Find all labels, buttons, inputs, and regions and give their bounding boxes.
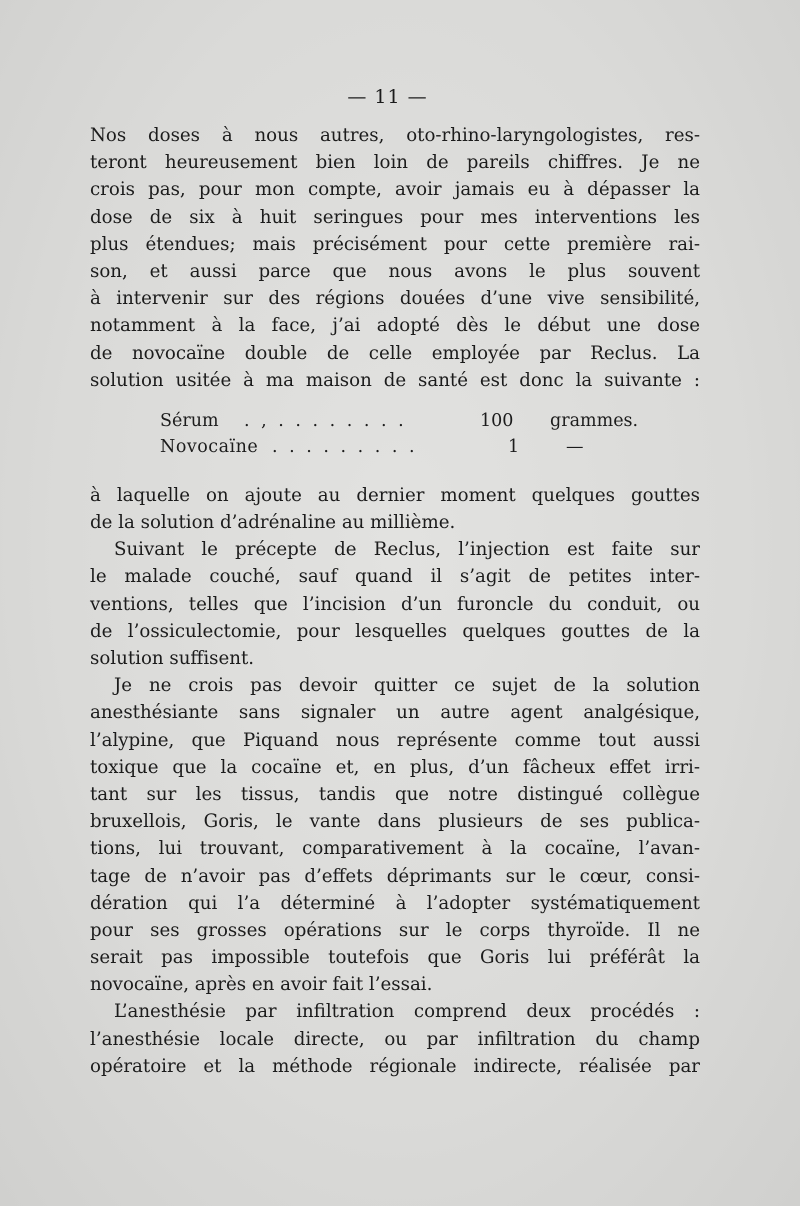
text-line: tage de n’avoir pas d’effets déprimants sur le cœur, consi- — [90, 865, 700, 887]
page-number: — 11 — — [347, 86, 428, 108]
ingredient-name: Sérum — [160, 410, 219, 431]
text-line: bruxellois, Goris, le vante dans plusieurs de ses publica- — [90, 811, 700, 833]
text-line: L’anesthésie par infiltration comprend deux procédés : — [114, 1001, 700, 1023]
text-line: à laquelle on ajoute au dernier moment quelques gouttes — [90, 484, 700, 506]
text-line: solution suffisent. — [90, 648, 255, 669]
paragraph-2 — [90, 482, 700, 536]
text-line: de l’ossiculectomie, pour lesquelles quelques gouttes de la — [90, 620, 700, 642]
text-line: Nos doses à nous autres, oto-rhino-laryngologistes, res- — [90, 125, 700, 146]
text-line: de novocaïne double de celle employée par Reclus. La — [90, 342, 700, 364]
body-text — [90, 122, 700, 1080]
text-line: le malade couché, sauf quand il s’agit de petites inter- — [90, 566, 700, 588]
text-line: Je ne crois pas devoir quitter ce sujet de la solution — [114, 675, 700, 697]
text-line: notamment à la face, j’ai adopté dès le début une dose — [90, 315, 700, 337]
text-line: dération qui l’a déterminé à l’adopter systématiquement — [90, 892, 700, 914]
ingredient-quantity: 1 — [508, 436, 520, 457]
text-line: serait pas impossible toutefois que Goris lui préférât la — [90, 947, 700, 969]
text-line: Suivant le précepte de Reclus, l’injection est faite sur — [114, 539, 700, 561]
text-line: l’alypine, que Piquand nous représente comme tout aussi — [90, 729, 700, 751]
text-line: anesthésiante sans signaler un autre agent analgésique, — [90, 702, 700, 724]
ingredient-name: Novocaïne — [160, 436, 259, 457]
leader-dots: . , . . . . . . . . — [244, 410, 407, 431]
text-line: toxique que la cocaïne et, en plus, d’un fâcheux effet irri- — [90, 756, 700, 778]
text-line: novocaïne, après en avoir fait l’essai. — [90, 974, 433, 996]
paragraph-4 — [90, 672, 700, 998]
text-line: tant sur les tissus, tandis que notre distingué collègue — [90, 783, 700, 805]
text-line: à intervenir sur des régions douées d’une vive sensibilité, — [90, 288, 700, 310]
paragraph-5 — [90, 998, 700, 1080]
text-line: son, et aussi parce que nous avons le plus souvent — [90, 260, 700, 282]
text-line: pour ses grosses opérations sur le corps thyroïde. Il ne — [90, 919, 700, 941]
ingredient-unit: — — [566, 436, 584, 457]
text-line: plus étendues; mais précisément pour cette première rai- — [90, 233, 700, 255]
text-line: tions, lui trouvant, comparativement à la cocaïne, l’avan- — [90, 838, 700, 860]
paragraph-1 — [90, 122, 700, 394]
leader-dots: . . . . . . . . . — [272, 436, 418, 457]
solution-formula — [90, 408, 700, 464]
text-line: teront heureusement bien loin de pareils chiffres. Je ne — [90, 152, 700, 174]
text-line: dose de six à huit seringues pour mes interventions les — [90, 206, 700, 228]
text-line: de la solution d’adrénaline au millième. — [90, 512, 456, 534]
text-line: l’anesthésie locale directe, ou par infiltration du champ — [90, 1028, 700, 1050]
ingredient-quantity: 100 — [480, 410, 514, 431]
text-line: ventions, telles que l’incision d’un furoncle du conduit, ou — [90, 593, 700, 615]
text-line: crois pas, pour mon compte, avoir jamais eu à dépasser la — [90, 179, 700, 201]
ingredient-unit: grammes. — [550, 410, 639, 431]
text-line: opératoire et la méthode régionale indirecte, réalisée par — [90, 1055, 700, 1077]
paragraph-3 — [90, 536, 700, 672]
text-line: solution usitée à ma maison de santé est donc la suivante : — [90, 369, 700, 391]
